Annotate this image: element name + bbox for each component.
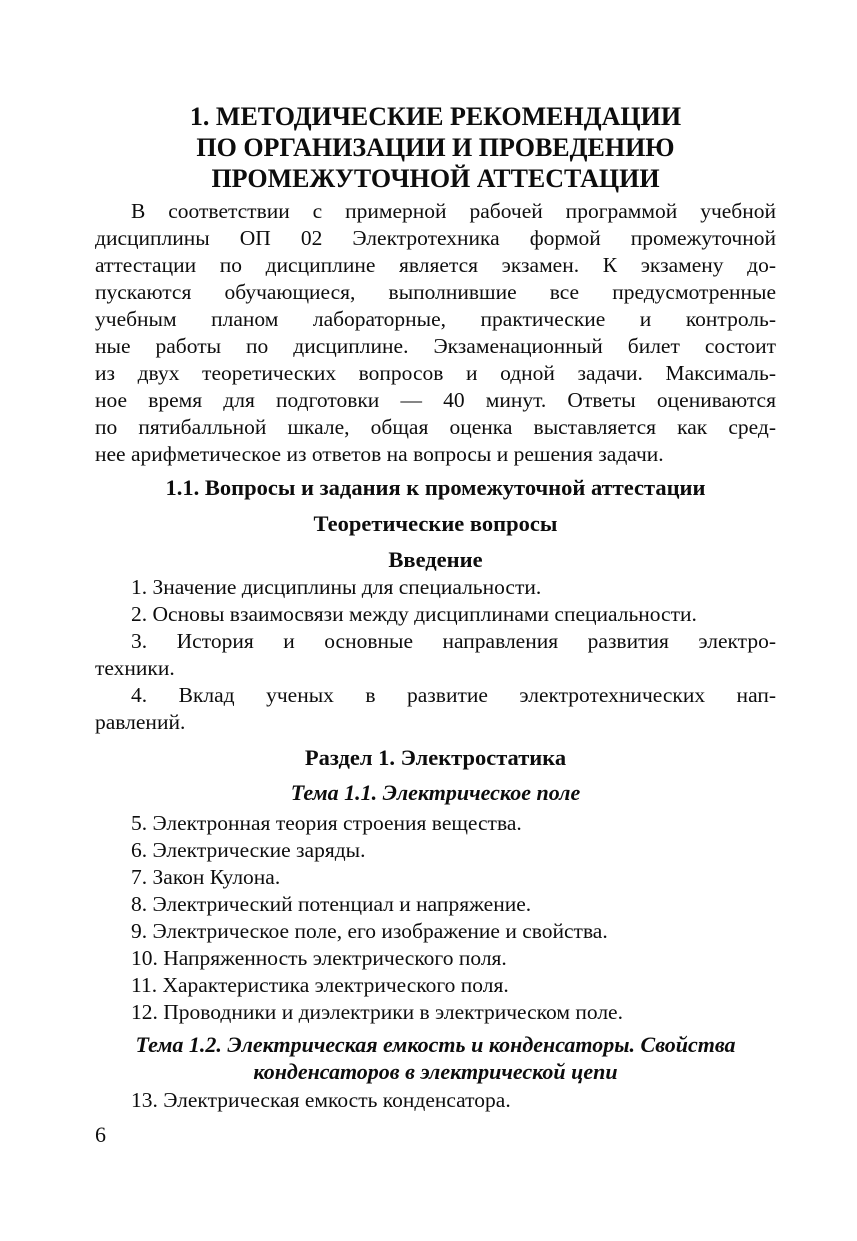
tema-1-1-question-list	[95, 810, 776, 1026]
question-item: 4. Вклад ученых в развитие электротехнических нап-	[131, 683, 776, 707]
intro-paragraph	[95, 198, 776, 468]
question-item: 1. Значение дисциплины для специальности.	[131, 575, 542, 599]
paragraph-line: аттестации по дисциплине является экзамен. К экзамену до-	[95, 253, 776, 277]
paragraph-line: нее арифметическое из ответов на вопросы и решения задачи.	[95, 442, 664, 466]
question-item: 5. Электронная теория строения вещества.	[131, 811, 522, 835]
introduction-question-list	[95, 574, 776, 736]
tema-1-2-question-list	[95, 1087, 776, 1114]
chapter-title-line: 1. МЕТОДИЧЕСКИЕ РЕКОМЕНДАЦИИ	[189, 102, 682, 131]
chapter-title-line: ПРОМЕЖУТОЧНОЙ АТТЕСТАЦИИ	[211, 164, 660, 193]
paragraph-line: пускаются обучающиеся, выполнившие все предусмотренные	[95, 280, 776, 304]
question-item: 6. Электрические заряды.	[131, 838, 366, 862]
question-item: 3. История и основные направления развития электро-	[131, 629, 776, 653]
paragraph-line: В соответствии с примерной рабочей программой учебной	[131, 199, 776, 223]
question-item: 9. Электрическое поле, его изображение и свойства.	[131, 919, 608, 943]
section-1-1-heading: 1.1. Вопросы и задания к промежуточной аттестации	[165, 475, 706, 500]
paragraph-line: ные работы по дисциплине. Экзаменационный билет состоит	[95, 334, 776, 358]
introduction-heading: Введение	[388, 547, 483, 572]
paragraph-line: учебным планом лабораторные, практические и контроль-	[95, 307, 776, 331]
chapter-title-line: ПО ОРГАНИЗАЦИИ И ПРОВЕДЕНИЮ	[196, 133, 675, 162]
page-number: 6	[95, 1122, 106, 1147]
question-item-continuation: равлений.	[95, 710, 186, 734]
question-item: 13. Электрическая емкость конденсатора.	[131, 1088, 511, 1112]
question-item: 12. Проводники и диэлектрики в электрическом поле.	[131, 1000, 623, 1024]
question-item: 11. Характеристика электрического поля.	[131, 973, 509, 997]
tema-1-1-heading: Тема 1.1. Электрическое поле	[290, 780, 581, 805]
chapter-title	[95, 101, 776, 194]
paragraph-line: ное время для подготовки — 40 минут. Ответы оцениваются	[95, 388, 776, 412]
paragraph-line: из двух теоретических вопросов и одной задачи. Максималь-	[95, 361, 776, 385]
question-item: 10. Напряженность электрического поля.	[131, 946, 507, 970]
paragraph-line: по пятибалльной шкале, общая оценка выставляется как сред-	[95, 415, 776, 439]
question-item: 7. Закон Кулона.	[131, 865, 281, 889]
page-content	[95, 0, 776, 1150]
question-item-continuation: техники.	[95, 656, 175, 680]
question-item: 8. Электрический потенциал и напряжение.	[131, 892, 532, 916]
theoretical-questions-heading: Теоретические вопросы	[313, 511, 558, 536]
tema-1-2-heading-line: Тема 1.2. Электрическая емкость и конденсаторы. Свойства	[135, 1032, 736, 1057]
tema-1-2-heading-line: конденсаторов в электрической цепи	[253, 1059, 618, 1084]
razdel-1-heading: Раздел 1. Электростатика	[304, 745, 567, 770]
question-item: 2. Основы взаимосвязи между дисциплинами специальности.	[131, 602, 697, 626]
tema-1-2-heading	[95, 1031, 776, 1085]
paragraph-line: дисциплины ОП 02 Электротехника формой промежуточной	[95, 226, 776, 250]
